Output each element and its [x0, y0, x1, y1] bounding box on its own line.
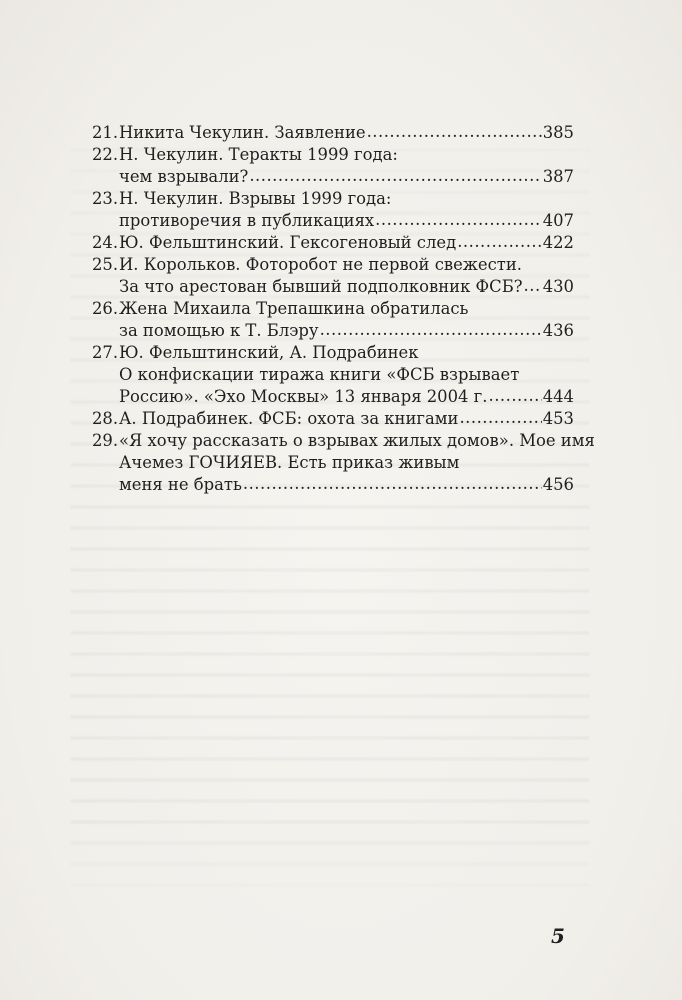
toc-entry	[92, 254, 574, 298]
toc-entry	[92, 408, 574, 430]
toc-entry	[92, 430, 595, 496]
toc-entry-number: 23.	[92, 189, 119, 208]
toc-entry-title-line: Ю. Фельштинский. Гексогеновый след	[119, 233, 457, 252]
toc-entry-title-line: Россию». «Эхо Москвы» 13 января 2004 г.	[119, 387, 488, 406]
toc-entry-title-line: меня не брать	[119, 475, 242, 494]
toc-entry-page: 456	[542, 475, 574, 494]
toc-entry-title-line: «Я хочу рассказать о взрывах жилых домов». Мое имя	[119, 431, 595, 450]
leader-dots	[249, 165, 541, 181]
toc-entry	[92, 188, 574, 232]
toc-entry-page: 385	[542, 123, 574, 142]
toc-entry-title-line: О конфискации тиража книги «ФСБ взрывает	[119, 365, 520, 384]
toc-entry-number: 21.	[92, 123, 119, 142]
toc-entry-title-line: Жена Михаила Трепашкина обратилась	[119, 299, 469, 318]
toc-entry-page: 444	[542, 387, 574, 406]
toc-entry-title-line: за помощью к Т. Блэру	[119, 321, 319, 340]
table-of-contents	[92, 122, 595, 496]
toc-entry-title-line: И. Корольков. Фоторобот не первой свежести.	[119, 255, 522, 274]
leader-dots	[243, 473, 542, 489]
toc-entry-title-line: Ачемез ГОЧИЯЕВ. Есть приказ живым	[119, 453, 460, 472]
leader-dots	[367, 121, 542, 137]
toc-entry-number: 24.	[92, 233, 119, 252]
toc-entry-title-line: чем взрывали?	[119, 167, 249, 186]
toc-entry-number: 22.	[92, 145, 119, 164]
toc-entry-page: 407	[542, 211, 574, 230]
toc-entry-number: 29.	[92, 431, 119, 450]
toc-entry-page: 430	[542, 277, 574, 296]
toc-entry	[92, 298, 574, 342]
toc-entry-title-line: Никита Чекулин. Заявление	[119, 123, 366, 142]
toc-entry-number: 26.	[92, 299, 119, 318]
leader-dots	[459, 407, 541, 423]
toc-entry-title-line: Н. Чекулин. Взрывы 1999 года:	[119, 189, 392, 208]
toc-entry-page: 422	[542, 233, 574, 252]
toc-entry	[92, 342, 574, 408]
toc-entry-number: 28.	[92, 409, 119, 428]
toc-entry-number: 27.	[92, 343, 119, 362]
toc-entry-title-line: За что арестован бывший подполковник ФСБ?	[119, 277, 523, 296]
leader-dots	[320, 319, 542, 335]
toc-entry-title-line: Н. Чекулин. Теракты 1999 года:	[119, 145, 398, 164]
toc-entry-title-line: Ю. Фельштинский, А. Подрабинек	[119, 343, 419, 362]
toc-entry	[92, 232, 574, 254]
leader-dots	[524, 275, 542, 291]
leader-dots	[457, 231, 542, 247]
toc-entry	[92, 122, 574, 144]
toc-entry-number: 25.	[92, 255, 119, 274]
toc-entry-title-line: противоречия в публикациях	[119, 211, 375, 230]
leader-dots	[488, 385, 541, 401]
toc-entry-page: 453	[542, 409, 574, 428]
page-number: 5	[551, 924, 565, 948]
toc-entry-title-line: А. Подрабинек. ФСБ: охота за книгами	[119, 409, 459, 428]
leader-dots	[375, 209, 542, 225]
toc-entry-page: 387	[542, 167, 574, 186]
toc-entry-page: 436	[542, 321, 574, 340]
toc-entry	[92, 144, 574, 188]
